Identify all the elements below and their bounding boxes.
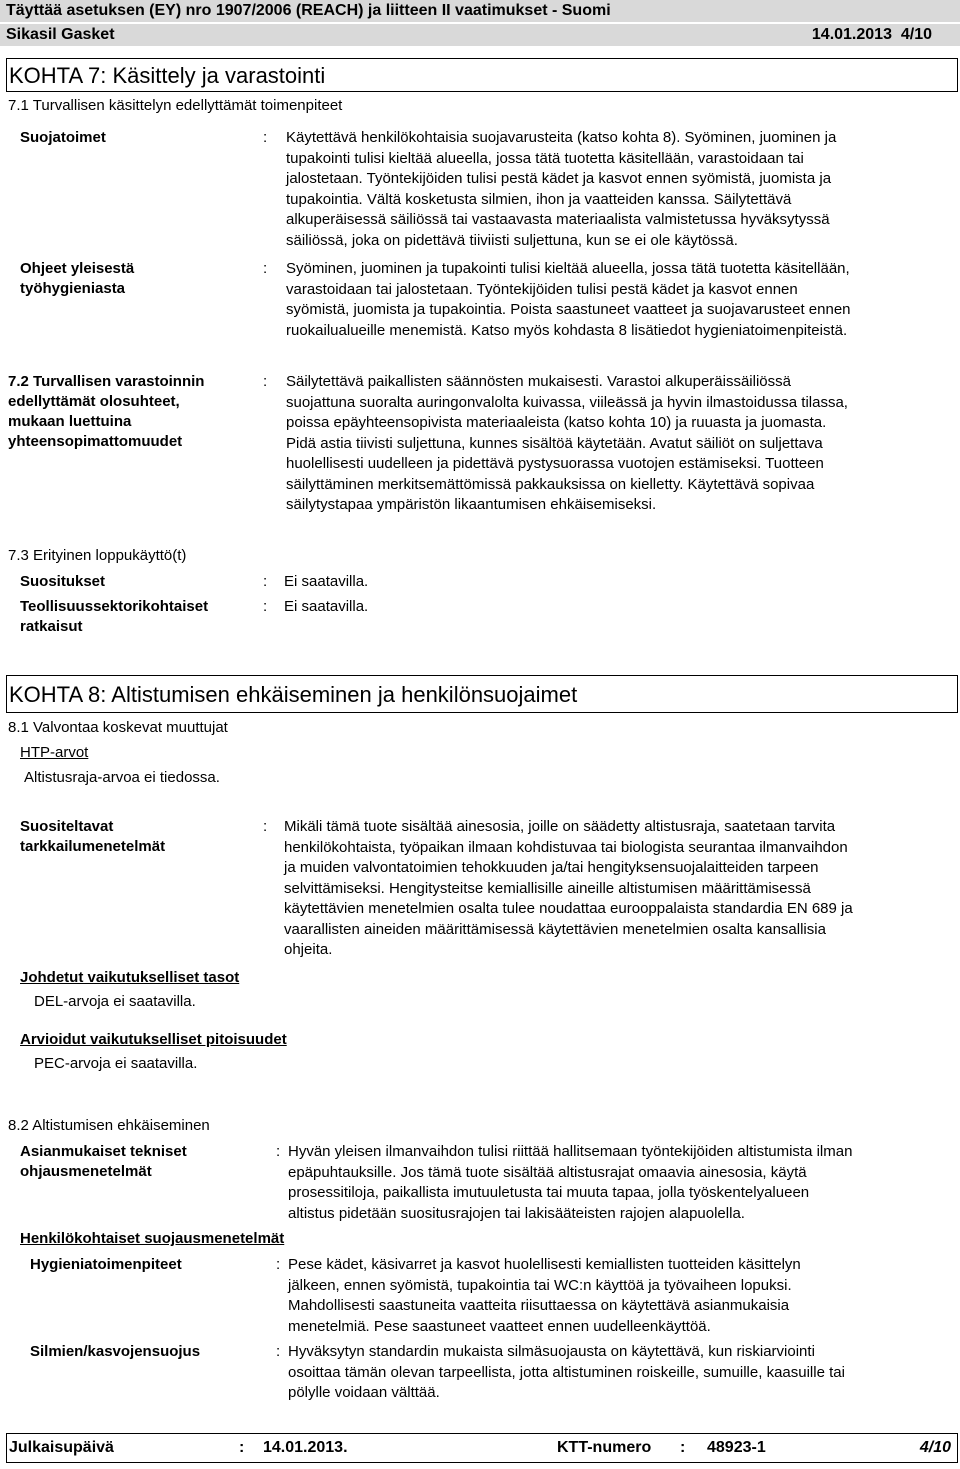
colon: :	[239, 1439, 245, 1456]
colon: :	[263, 373, 268, 390]
section-7-title: KOHTA 7: Käsittely ja varastointi	[6, 58, 958, 92]
colon: :	[276, 1143, 281, 1160]
document-header-product-row	[0, 24, 960, 46]
colon: :	[263, 818, 268, 835]
footer-ktt-label: KTT-numero	[557, 1439, 652, 1456]
label-monitoring-methods: Suositeltavat tarkkailumenetelmät	[20, 818, 166, 855]
colon: :	[263, 573, 268, 590]
subsection-7-3-title: 7.3 Erityinen loppukäyttö(t)	[8, 547, 187, 564]
htp-title: HTP-arvot	[20, 744, 89, 761]
label-general-hygiene: Ohjeet yleisestä työhygieniasta	[20, 260, 135, 297]
label-hygiene-measures: Hygieniatoimenpiteet	[30, 1256, 182, 1273]
label-recommendations: Suositukset	[20, 573, 106, 590]
footer-page: 4/10	[919, 1439, 951, 1456]
text-protective-measures: Käytettävä henkilökohtaisia suojavarusteita (katso kohta 8). Syöminen, juominen ja tupakointi tulisi kieltää alueella, jossa tätä tuotetta käsitellään, varastoidaan tai jalostetaan. Työntekijöiden tulisi pestä kädet ja kasvot ennen syömistä, juomista ja tupakointia. Vältä kosketusta silmien, ihon ja vaatteiden kanssa. Säilytettävä alkuperäisessä säiliössä tai vastaavasta materiaalista valmistetussa hyväksytyssä säiliössä, joka on pidettävä tiiviisti suljettuna, kun se ei ole käytössä.	[286, 129, 837, 249]
pnec-text: PEC-arvoja ei saatavilla.	[34, 1055, 198, 1072]
header-date: 14.01.2013	[811, 26, 892, 43]
colon: :	[263, 129, 268, 146]
section-8-title: KOHTA 8: Altistumisen ehkäiseminen ja henkilönsuojaimet	[6, 675, 958, 713]
header-date-page	[812, 24, 932, 46]
footer-ktt-number: 48923-1	[707, 1439, 766, 1456]
value-industrial-solutions: Ei saatavilla.	[284, 598, 369, 615]
text-safe-storage: Säilytettävä paikallisten säännösten mukaisesti. Varastoi alkuperäissäiliössä suojattuna suoralta auringonvalolta kuivassa, viileässä ja hyvin ilmastoidussa tilassa, poissa epäyhteensopivista materiaaleista (katso kohta 10) ja ruuasta ja juomasta. Pidä astia tiivisti suljettuna, kunnes sisältöä käytetään. Avatut säiliöt on suljettava huolellisesti uudelleen ja pidettävä pystysuorassa vuotojen estämiseksi. Tuotteen säilyttäminen merkitsemättömissä pakkauksissa on kielletty. Käytettävä sopivaa säilytystapaa ympäristön likaantumisen ehkäisemiseksi.	[286, 373, 848, 513]
htp-text: Altistusraja-arvoa ei tiedossa.	[24, 769, 220, 786]
footer-publication-label: Julkaisupäivä	[9, 1439, 114, 1456]
label-eye-face-protection: Silmien/kasvojensuojus	[30, 1343, 201, 1360]
colon: :	[263, 260, 268, 277]
colon: :	[263, 598, 268, 615]
text-engineering-controls: Hyvän yleisen ilmanvaihdon tulisi riittää hallitsemaan työntekijöiden altistumista ilman epäpuhtauksille. Jos tämä tuote sisältää altistusrajat omaavia ainesosia, käytä prosessitiloja, paikallista imutuuletusta tai muuta tapaa, jolla työskentelyalueen altistus pidetään suositusrajojen tai lakisääteisten rajojen alapuolella.	[288, 1143, 853, 1222]
label-protective-measures: Suojatoimet	[20, 129, 106, 146]
text-monitoring-methods: Mikäli tämä tuote sisältää ainesosia, joille on säädetty altistusraja, saatetaan tarvita henkilökohtaista, työpaikan ilmaan kohdistuvaa tai biologista seurantaa ilmanvaihdon ja muiden valvontatoimien tehokkuuden ja/tai hengityksensuojalaitteiden tarpeen selvittämiseksi. Hengitysteitse kemiallisille aineille altistumisen määrittämisessä käytettävien menetelmien osalta tulee noudattaa eurooppalaista standardia EN 689 ja vaarallisten aineiden määrittämisessä käytettävien menetelmien osalta kansallisia ohjeita.	[284, 818, 853, 958]
dnel-text: DEL-arvoja ei saatavilla.	[34, 993, 196, 1010]
subsection-8-1-title: 8.1 Valvontaa koskevat muuttujat	[8, 719, 228, 736]
text-hygiene-measures: Pese kädet, käsivarret ja kasvot huolellisesti kemiallisten tuotteiden käsittelyn jälkeen, ennen syömistä, tupakointia tai WC:n käyttöä ja työvaiheen lopuksi. Mahdollisesti saastuneita vaatteita riisuttaessa on käytettävä asianmukaisia menetelmiä. Pese saastuneet vaatteet ennen uudelleenkäyttöä.	[288, 1256, 801, 1335]
text-general-hygiene: Syöminen, juominen ja tupakointi tulisi kieltää alueella, jossa tätä tuotetta käsitellään, varastoidaan tai jalostetaan. Työntekijöiden tulisi pestä kädet ja kasvot ennen syömistä, juomista ja tupakointia. Poista saastuneet vaatteet ja suojavarusteet ennen ruokailualueille menemistä. Katso myös kohdasta 8 lisätiedot hygieniatoimenpiteistä.	[286, 260, 851, 339]
colon: :	[276, 1256, 281, 1273]
subsection-7-1-title: 7.1 Turvallisen käsittelyn edellyttämät toimenpiteet	[8, 97, 343, 114]
value-recommendations: Ei saatavilla.	[284, 573, 369, 590]
subsection-8-2-title: 8.2 Altistumisen ehkäiseminen	[8, 1117, 210, 1134]
product-name: Sikasil Gasket	[6, 26, 115, 43]
document-footer	[6, 1433, 958, 1463]
colon: :	[680, 1439, 686, 1456]
label-industrial-solutions: Teollisuussektorikohtaiset ratkaisut	[20, 598, 209, 635]
dnel-title: Johdetut vaikutukselliset tasot	[20, 969, 240, 986]
colon: :	[276, 1343, 281, 1360]
label-safe-storage: 7.2 Turvallisen varastoinnin edellyttämät olosuhteet, mukaan luettuina yhteensopimattomuudet	[8, 373, 205, 450]
header-page: 4/10	[900, 26, 932, 43]
footer-publication-date: 14.01.2013.	[263, 1439, 348, 1456]
document-header-title: Täyttää asetuksen (EY) nro 1907/2006 (REACH) ja liitteen II vaatimukset - Suomi	[0, 0, 960, 22]
ppe-title: Henkilökohtaiset suojausmenetelmät	[20, 1230, 285, 1247]
label-engineering-controls: Asianmukaiset tekniset ohjausmenetelmät	[20, 1143, 187, 1180]
text-eye-face-protection: Hyväksytyn standardin mukaista silmäsuojausta on käytettävä, kun riskiarviointi osoittaa tämän olevan tarpeellista, jotta altistuminen roiskeille, sumuille, kaasuille tai pölylle voidaan välttää.	[288, 1343, 845, 1401]
pnec-title: Arvioidut vaikutukselliset pitoisuudet	[20, 1031, 287, 1048]
